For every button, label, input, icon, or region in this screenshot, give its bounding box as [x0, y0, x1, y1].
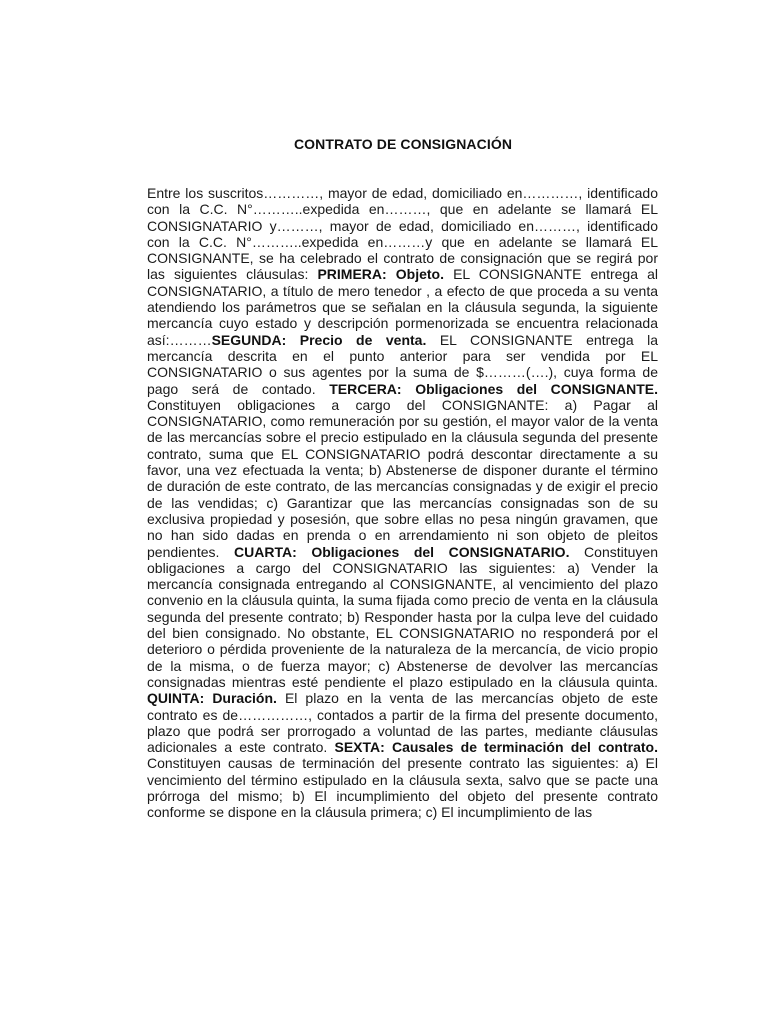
paragraph-text: Entre los suscritos…………, mayor de edad, domiciliado en…………, identificado con la C.C. N°………..expedida en………, que en adelante se llamará EL CONSIGNATARIO y………, mayor de edad, domiciliado en………, identificado con la C.C. N°………..expedida en………y que en adelante se llamará EL CONSIGNANTE, se ha celebrado el contrato de consignación que se regirá por las siguientes cláusulas: [147, 185, 658, 283]
paragraph-text: Constituyen obligaciones a cargo del CONSIGNATARIO las siguientes: a) Vender la mercancía consignada entregando al CONSIGNANTE, al vencimiento del plazo convenio en la cláusula quinta, la suma fijada como precio de venta en la cláusula segunda del presente contrato; b) Responder hasta por la culpa leve del cuidado del bien consignado. No obstante, EL CONSIGNATARIO no responderá por el deterioro o pérdida proveniente de la naturaleza de la mercancía, de vicio propio de la misma, o de fuerza mayor; c) Abstenerse de devolver las mercancías consignadas mientras esté pendiente el plazo estipulado en la cláusula quinta. [147, 543, 658, 690]
clause-heading-sexta: SEXTA: Causales de terminación del contrato. [334, 739, 658, 756]
clause-heading-segunda: SEGUNDA: Precio de venta. [211, 331, 427, 348]
paragraph-text: EL CONSIGNANTE entrega al CONSIGNATARIO, a título de mero tenedor , a efecto de que proceda a su venta atendiendo los parámetros que se señalan en la cláusula segunda, la siguiente mercancía cuyo estado y descripción pormenorizada se encuentra relacionada así:……… [147, 266, 658, 348]
clause-heading-cuarta: CUARTA: Obligaciones del CONSIGNATARIO. [234, 543, 570, 560]
paragraph-text: Constituyen causas de terminación del presente contrato las siguientes: a) El vencimiento del término estipulado en la cláusula sexta, salvo que se pacte una prórroga del mismo; b) El incumplimiento del objeto del presente contrato conforme se dispone en la cláusula primera; c) El incumplimiento de las [147, 755, 658, 821]
contract-body [147, 185, 658, 821]
clause-heading-primera: PRIMERA: Objeto. [317, 266, 444, 283]
clause-heading-tercera: TERCERA: Obligaciones del CONSIGNANTE. [329, 380, 658, 397]
paragraph-text: EL CONSIGNANTE entrega la mercancía descrita en el punto anterior para ser vendida por EL CONSIGNATARIO o sus agentes por la suma de $………(….), cuya forma de pago será de contado. [147, 331, 658, 397]
document-title: CONTRATO DE CONSIGNACIÓN [293, 136, 513, 152]
clause-heading-quinta: QUINTA: Duración. [147, 690, 277, 707]
paragraph-text: El plazo en la venta de las mercancías objeto de este contrato es de……………, contados a partir de la firma del presente documento, plazo que podrá ser prorrogado a voluntad de las partes, mediante cláusulas adicionales a este contrato. [147, 690, 658, 756]
paragraph-text: Constituyen obligaciones a cargo del CONSIGNANTE: a) Pagar al CONSIGNATARIO, como remuneración por su gestión, el mayor valor de la venta de las mercancías sobre el precio estipulado en la cláusula segunda del presente contrato, suma que EL CONSIGNATARIO podrá descontar directamente a su favor, una vez efectuada la venta; b) Abstenerse de disponer durante el término de duración de este contrato, de las mercancías consignadas y de exigir el precio de las vendidas; c) Garantizar que las mercancías consignadas son de su exclusiva propiedad y posesión, que sobre ellas no pesa ningún gravamen, que no han sido dadas en prenda o en arrendamiento ni son objeto de pleitos pendientes. [147, 396, 658, 560]
